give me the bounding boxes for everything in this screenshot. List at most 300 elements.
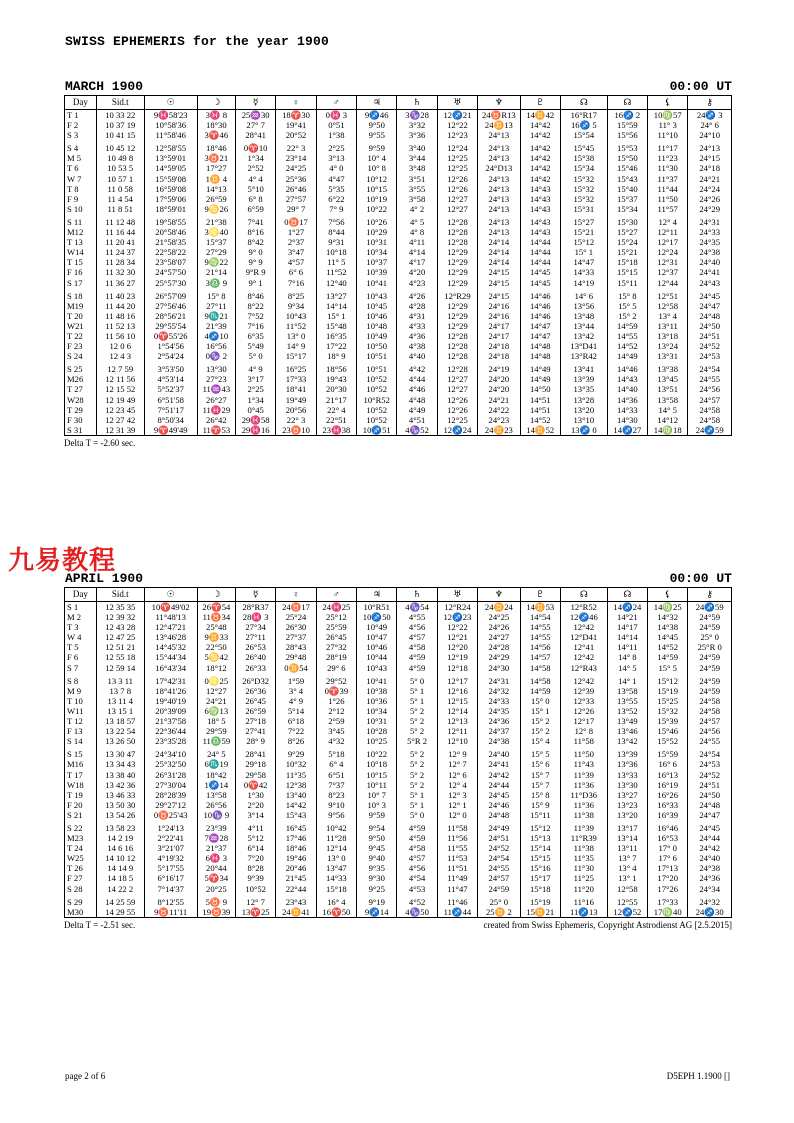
column-header: ♃ <box>357 588 397 602</box>
table-cell: 8°12'55 <box>144 897 197 907</box>
table-cell: 14°38 <box>648 622 688 632</box>
table-cell: 16°53 <box>648 833 688 843</box>
table-cell: 13°39 <box>607 749 647 759</box>
table-cell: 25°48 <box>197 622 235 632</box>
table-cell: 4° 2 <box>397 204 437 214</box>
table-cell: 12 39 32 <box>96 612 144 622</box>
table-cell: 15°32 <box>560 194 607 204</box>
table-cell: 11°44 <box>648 184 688 194</box>
table-cell: 11 48 16 <box>96 311 144 321</box>
table-cell: 13°56 <box>560 301 607 311</box>
table-cell: 13°D41 <box>560 341 607 351</box>
table-cell: 12° 7 <box>235 897 275 907</box>
table-cell: 24°29 <box>478 652 520 662</box>
table-cell: 3°13 <box>316 153 356 163</box>
table-cell: 14°44 <box>520 257 560 267</box>
table-cell: 24°27 <box>478 632 520 642</box>
table-row <box>65 247 732 257</box>
table-cell: 14♊53 <box>520 602 560 613</box>
table-cell: 9°50 <box>357 120 397 130</box>
table-cell: 24°59 <box>688 686 732 696</box>
table-cell: 12°58'55 <box>144 143 197 153</box>
column-header: ♂ <box>316 588 356 602</box>
column-header: ⚷ <box>688 96 732 110</box>
column-header: Day <box>65 96 97 110</box>
table-cell: 24°55 <box>688 736 732 746</box>
column-header-row <box>65 96 732 110</box>
table-cell: 12 59 14 <box>96 663 144 673</box>
table-cell: 12°15 <box>437 696 477 706</box>
table-cell: 29♓58 <box>235 415 275 425</box>
table-cell: 14°19 <box>560 278 607 288</box>
table-cell: 10°12 <box>357 174 397 184</box>
table-cell: 12 31 39 <box>96 425 144 436</box>
table-cell: 4°59 <box>397 823 437 833</box>
table-cell: 3°51 <box>397 174 437 184</box>
table-cell: 24°44 <box>478 780 520 790</box>
table-cell: 17°27 <box>197 163 235 173</box>
table-cell: 24°48 <box>688 800 732 810</box>
table-cell: 24°40 <box>478 749 520 759</box>
table-cell: 15°12 <box>560 237 607 247</box>
table-cell: 13°36 <box>607 759 647 769</box>
table-cell: 11°52 <box>316 267 356 277</box>
table-cell: 14 6 16 <box>96 843 144 853</box>
column-header: Sid.t <box>96 588 144 602</box>
table-cell: 24°32 <box>688 897 732 907</box>
table-cell: 24°36 <box>688 873 732 883</box>
table-cell: 24°41 <box>478 759 520 769</box>
table-cell: 11°47 <box>437 884 477 894</box>
table-cell: 10♑ 9 <box>197 810 235 820</box>
table-cell: 12°17 <box>560 716 607 726</box>
day-cell: M 5 <box>65 153 97 163</box>
table-cell: 2°25 <box>235 384 275 394</box>
table-cell: 23♉10 <box>276 425 316 436</box>
table-cell: 28° 9 <box>235 736 275 746</box>
table-row <box>65 204 732 214</box>
table-cell: 24♐59 <box>688 425 732 436</box>
table-cell: 14 10 12 <box>96 853 144 863</box>
table-cell: 13 30 47 <box>96 749 144 759</box>
table-row <box>65 395 732 405</box>
table-cell: 13 38 40 <box>96 770 144 780</box>
table-cell: 15°32 <box>648 706 688 716</box>
table-cell: 9°59 <box>357 810 397 820</box>
table-row <box>65 341 732 351</box>
table-cell: 7° 9 <box>316 204 356 214</box>
day-cell: W11 <box>65 706 97 716</box>
table-cell: 14° 8 <box>607 652 647 662</box>
table-cell: 10°52 <box>235 884 275 894</box>
table-cell: 13°39 <box>560 374 607 384</box>
table-cell: 24♐59 <box>688 602 732 613</box>
table-cell: 1♐14 <box>197 780 235 790</box>
table-cell: 13 3 11 <box>96 676 144 686</box>
table-cell: 8°44 <box>316 227 356 237</box>
table-cell: 12°22 <box>437 120 477 130</box>
table-cell: 13°27 <box>316 291 356 301</box>
table-cell: 26°27 <box>197 395 235 405</box>
table-cell: 15°37 <box>607 194 647 204</box>
table-cell: 11° 5 <box>316 257 356 267</box>
table-cell: 24°58 <box>688 706 732 716</box>
table-cell: 24°42 <box>478 770 520 780</box>
table-cell: 10°R51 <box>357 602 397 613</box>
table-cell: 5°17'55 <box>144 863 197 873</box>
table-cell: 19♉39 <box>197 907 235 918</box>
table-cell: 22° 3 <box>276 143 316 153</box>
table-cell: 11°57 <box>648 204 688 214</box>
table-cell: 5°49 <box>235 341 275 351</box>
table-row <box>65 873 732 883</box>
table-cell: 5°14 <box>276 706 316 716</box>
table-cell: 11°28 <box>316 833 356 843</box>
table-cell: 12 7 59 <box>96 364 144 374</box>
table-cell: 13 50 30 <box>96 800 144 810</box>
table-cell: 20°30 <box>316 384 356 394</box>
day-cell: M19 <box>65 301 97 311</box>
table-cell: 5° 2 <box>397 726 437 736</box>
table-cell: 7°16 <box>276 278 316 288</box>
table-cell: 14°42 <box>276 800 316 810</box>
day-cell: T 5 <box>65 642 97 652</box>
table-cell: 10 45 12 <box>96 143 144 153</box>
table-cell: 12°29 <box>437 321 477 331</box>
table-cell: 12 11 56 <box>96 374 144 384</box>
table-cell: 9°10 <box>316 800 356 810</box>
table-cell: 12°58 <box>607 884 647 894</box>
table-cell: 28°R37 <box>235 602 275 613</box>
table-cell: 24°15 <box>478 291 520 301</box>
table-cell: 12°R29 <box>437 291 477 301</box>
table-cell: 6♓ 3 <box>197 853 235 863</box>
table-row <box>65 823 732 833</box>
table-cell: 16°46 <box>648 823 688 833</box>
table-cell: 15°12 <box>648 676 688 686</box>
table-cell: 11°30 <box>560 863 607 873</box>
table-cell: 14°55 <box>520 632 560 642</box>
table-cell: 14°43 <box>607 374 647 384</box>
table-cell: 16°43'34 <box>144 663 197 673</box>
table-cell: 11♒43 <box>197 384 235 394</box>
table-cell: 13°47 <box>316 863 356 873</box>
day-cell: T 19 <box>65 790 97 800</box>
table-cell: 14°42 <box>520 163 560 173</box>
table-cell: 24°13 <box>478 227 520 237</box>
table-cell: 10 57 1 <box>96 174 144 184</box>
table-cell: 5°R 2 <box>397 736 437 746</box>
table-cell: 18°41 <box>276 384 316 394</box>
table-cell: 17°42'31 <box>144 676 197 686</box>
table-cell: 24° 5 <box>197 749 235 759</box>
table-cell: 3°14 <box>235 810 275 820</box>
table-cell: 24°13 <box>478 194 520 204</box>
table-cell: 11°53 <box>437 853 477 863</box>
table-cell: 12 47 25 <box>96 632 144 642</box>
table-cell: 10♈49'02 <box>144 602 197 613</box>
table-row <box>65 267 732 277</box>
table-cell: 14° 6 <box>560 291 607 301</box>
table-cell: 23°35'28 <box>144 736 197 746</box>
table-cell: 22°44 <box>276 884 316 894</box>
page-number: page 2 of 6 <box>65 1071 106 1081</box>
table-cell: 9°40 <box>357 853 397 863</box>
table-cell: 15°21 <box>607 247 647 257</box>
table-cell: 11°39 <box>560 770 607 780</box>
table-row <box>65 770 732 780</box>
table-cell: 5° 2 <box>397 770 437 780</box>
table-cell: 15°11 <box>520 810 560 820</box>
table-cell: 12°33 <box>560 696 607 706</box>
table-cell: 14°49 <box>607 351 647 361</box>
table-cell: 10°52 <box>357 415 397 425</box>
table-cell: 10 49 8 <box>96 153 144 163</box>
table-cell: 4° 4 <box>235 174 275 184</box>
table-row <box>65 194 732 204</box>
table-cell: 9° 9 <box>235 257 275 267</box>
table-cell: 4°32 <box>316 736 356 746</box>
table-cell: 16°19 <box>648 780 688 790</box>
table-cell: 9°29 <box>276 749 316 759</box>
table-cell: 15°25 <box>648 696 688 706</box>
table-row <box>65 800 732 810</box>
table-cell: 17°33 <box>276 374 316 384</box>
column-header: ☊ <box>560 96 607 110</box>
table-cell: 12° 0 <box>437 810 477 820</box>
table-cell: 24°45 <box>478 790 520 800</box>
table-cell: 24°54 <box>478 853 520 863</box>
table-cell: 14°47 <box>560 257 607 267</box>
table-cell: 24°19 <box>478 364 520 374</box>
table-cell: 24°40 <box>688 853 732 863</box>
table-cell: 29°59 <box>197 726 235 736</box>
day-cell: S 28 <box>65 884 97 894</box>
table-cell: 29♓16 <box>235 425 275 436</box>
day-cell: S 7 <box>65 663 97 673</box>
table-cell: 12°22 <box>437 622 477 632</box>
table-cell: 24°18 <box>478 351 520 361</box>
table-cell: 0♑ 2 <box>197 351 235 361</box>
table-cell: 15°18 <box>607 257 647 267</box>
table-cell: 9°R 9 <box>235 267 275 277</box>
table-cell: 11♓29 <box>197 405 235 415</box>
table-cell: 13°33 <box>607 770 647 780</box>
day-cell: T 26 <box>65 863 97 873</box>
table-cell: 12°28 <box>437 217 477 227</box>
table-cell: 11°38 <box>560 843 607 853</box>
table-cell: 11♉34 <box>197 612 235 622</box>
table-cell: 14°54 <box>520 612 560 622</box>
table-cell: 24°17 <box>478 321 520 331</box>
table-cell: 10°31 <box>357 716 397 726</box>
table-cell: 21°37'58 <box>144 716 197 726</box>
table-cell: 12°25 <box>437 415 477 425</box>
table-cell: 13°14 <box>607 833 647 843</box>
table-cell: 13°59'01 <box>144 153 197 163</box>
table-cell: 28°43 <box>276 642 316 652</box>
table-cell: 19°46 <box>276 853 316 863</box>
table-cell: 10 33 22 <box>96 110 144 121</box>
table-cell: 14°44 <box>520 237 560 247</box>
table-cell: 24°32 <box>478 686 520 696</box>
table-cell: 9♐46 <box>357 110 397 121</box>
table-cell: 10°15 <box>357 184 397 194</box>
table-cell: 4♐10 <box>197 331 235 341</box>
table-cell: 0°51 <box>316 120 356 130</box>
table-cell: 24°42 <box>688 843 732 853</box>
table-cell: 26°45 <box>235 696 275 706</box>
table-cell: 1°38 <box>316 130 356 140</box>
table-cell: 11 28 34 <box>96 257 144 267</box>
table-cell: 15°15 <box>607 267 647 277</box>
table-cell: 12°24 <box>437 143 477 153</box>
table-cell: 24°15 <box>688 153 732 163</box>
table-cell: 0♈42 <box>235 780 275 790</box>
table-cell: 24°28 <box>478 642 520 652</box>
table-row <box>65 696 732 706</box>
table-cell: 15°30 <box>607 217 647 227</box>
table-cell: 10 53 5 <box>96 163 144 173</box>
table-cell: 19°58'55 <box>144 217 197 227</box>
table-cell: 24°25 <box>276 163 316 173</box>
table-cell: 22° 4 <box>316 405 356 415</box>
table-cell: 21°17 <box>316 395 356 405</box>
table-cell: 24°22 <box>478 405 520 415</box>
table-cell: 16°25 <box>276 364 316 374</box>
table-cell: 24°26 <box>478 622 520 632</box>
table-cell: 12°29 <box>437 267 477 277</box>
table-cell: 15°32 <box>560 174 607 184</box>
table-cell: 13 34 43 <box>96 759 144 769</box>
table-cell: 7♒28 <box>197 833 235 843</box>
table-cell: 27°32 <box>316 642 356 652</box>
table-cell: 13° 7 <box>607 853 647 863</box>
table-cell: 15°43 <box>607 174 647 184</box>
table-cell: 11°25 <box>560 873 607 883</box>
day-cell: W 7 <box>65 174 97 184</box>
table-cell: 21°37 <box>197 843 235 853</box>
table-cell: 12°21 <box>437 632 477 642</box>
table-cell: 11°D36 <box>560 790 607 800</box>
table-cell: 14 22 2 <box>96 884 144 894</box>
table-cell: 29°27'12 <box>144 800 197 810</box>
table-cell: 14° 1 <box>607 676 647 686</box>
table-cell: 14°46 <box>520 301 560 311</box>
table-cell: 12°28 <box>437 364 477 374</box>
column-header: ☉ <box>144 588 197 602</box>
day-cell: S 18 <box>65 291 97 301</box>
table-cell: 10° 4 <box>357 153 397 163</box>
table-cell: 9°19 <box>357 897 397 907</box>
table-row <box>65 374 732 384</box>
table-cell: 4°36 <box>397 331 437 341</box>
table-cell: 15°31 <box>560 204 607 214</box>
table-cell: 12 35 35 <box>96 602 144 613</box>
table-cell: 12°R43 <box>560 663 607 673</box>
table-cell: 24°38 <box>478 736 520 746</box>
table-cell: 5♉ 9 <box>197 897 235 907</box>
table-cell: 11°46 <box>437 897 477 907</box>
table-cell: 10°36 <box>357 696 397 706</box>
table-cell: 4° 5 <box>397 217 437 227</box>
table-cell: 14°45 <box>648 632 688 642</box>
table-cell: 6°16'17 <box>144 873 197 883</box>
table-cell: 26°33 <box>235 663 275 673</box>
table-cell: 26°59 <box>197 194 235 204</box>
table-cell: 14°30 <box>607 415 647 425</box>
day-cell: T 6 <box>65 163 97 173</box>
table-cell: 14°45'32 <box>144 642 197 652</box>
table-cell: 4°56 <box>397 622 437 632</box>
table-cell: 11°48'13 <box>144 612 197 622</box>
table-cell: 20°25 <box>197 884 235 894</box>
table-cell: 19°41 <box>276 120 316 130</box>
table-cell: 23°14 <box>276 153 316 163</box>
day-cell: W18 <box>65 780 97 790</box>
april-time: 00:00 UT <box>669 571 732 586</box>
table-row <box>65 405 732 415</box>
table-cell: 16°R17 <box>560 110 607 121</box>
document-title: SWISS EPHEMERIS for the year 1900 <box>65 34 330 49</box>
table-cell: 11°52 <box>276 321 316 331</box>
table-cell: 11 0 58 <box>96 184 144 194</box>
table-cell: 14°59 <box>648 652 688 662</box>
document-code: D5EPH 1.1900 [] <box>666 1071 730 1081</box>
table-cell: 6°14 <box>235 843 275 853</box>
table-row <box>65 907 732 918</box>
day-cell: T 3 <box>65 622 97 632</box>
table-cell: 2°52 <box>235 163 275 173</box>
table-cell: 15°48 <box>316 321 356 331</box>
table-cell: 24°38 <box>688 247 732 257</box>
day-cell: T 27 <box>65 384 97 394</box>
column-header: Sid.t <box>96 96 144 110</box>
table-cell: 24°21 <box>688 174 732 184</box>
table-cell: 15°19 <box>648 686 688 696</box>
table-row <box>65 351 732 361</box>
table-cell: 13° 1 <box>607 873 647 883</box>
table-cell: 4°54 <box>397 873 437 883</box>
table-cell: 9♊33 <box>197 632 235 642</box>
table-cell: 24°38 <box>688 863 732 873</box>
table-cell: 10° 8 <box>357 163 397 173</box>
table-cell: 12♐24 <box>437 425 477 436</box>
table-cell: 13°11 <box>607 843 647 853</box>
day-cell: S 14 <box>65 736 97 746</box>
table-cell: 3♓ 8 <box>197 110 235 121</box>
table-cell: 13°44 <box>560 321 607 331</box>
table-cell: 0♈39 <box>316 686 356 696</box>
table-cell: 12°16 <box>437 686 477 696</box>
table-cell: 12♐23 <box>437 612 477 622</box>
table-cell: 17°13 <box>648 863 688 873</box>
table-cell: 12° 4 <box>437 780 477 790</box>
table-cell: 18°46 <box>197 143 235 153</box>
table-cell: 15°11 <box>607 278 647 288</box>
table-cell: 11°35 <box>560 853 607 863</box>
day-cell: S 22 <box>65 823 97 833</box>
table-cell: 10°22 <box>357 749 397 759</box>
table-cell: 9° 0 <box>235 247 275 257</box>
table-cell: 14°14 <box>316 301 356 311</box>
table-cell: 14°59 <box>607 321 647 331</box>
table-cell: 20°46 <box>276 863 316 873</box>
day-cell: M 9 <box>65 686 97 696</box>
table-row <box>65 184 732 194</box>
table-cell: 3♑28 <box>397 110 437 121</box>
table-cell: 13 54 26 <box>96 810 144 820</box>
